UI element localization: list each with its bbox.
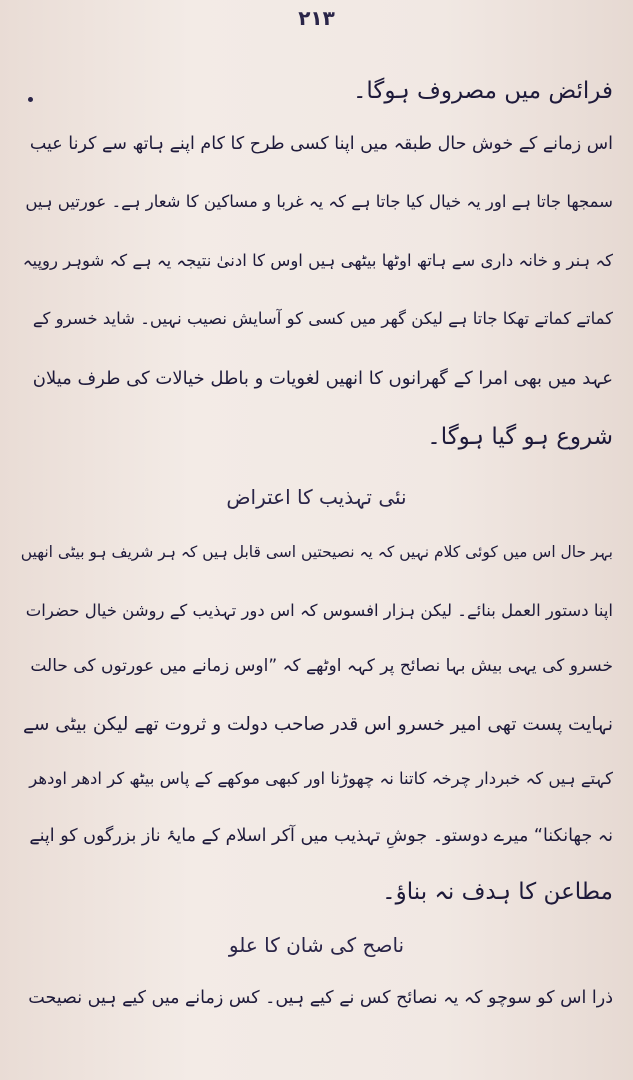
text-line: نہ جھانکنا“ میرے دوستو۔ جوشِ تہذیب میں آکر اسلام کے مایۂ ناز بزرگوں کو اپنے	[29, 826, 613, 846]
text-line: ذرا اس کو سوچو کہ یہ نصائح کس نے کیے ہیں۔ کس زمانے میں کیے ہیں نصیحت	[28, 988, 613, 1008]
text-line: مطاعن کا ہدف نہ بناؤ۔	[382, 879, 613, 905]
text-line: اس زمانے کے خوش حال طبقہ میں اپنا کسی طرح کا کام اپنے ہاتھ سے کرنا عیب	[29, 134, 613, 154]
text-line: شروع ہو گیا ہوگا۔	[427, 424, 613, 450]
section-heading: ناصح کی شان کا علو	[228, 933, 405, 957]
list-marker	[28, 97, 33, 102]
text-line: عہد میں بھی امرا کے گھرانوں کا انھیں لغویات و باطل خیالات کی طرف میلان	[32, 368, 613, 389]
section-heading: نئی تہذیب کا اعتراض	[226, 485, 407, 509]
text-line: کہ ہنر و خانہ داری سے ہاتھ اوٹھا بیٹھی ہیں اوس کا ادنیٰ نتیجہ یہ ہے کہ شوہر روپیہ	[22, 251, 613, 270]
text-line: کماتے کماتے تھکا جاتا ہے لیکن گھر میں کسی کو آسایش نصیب نہیں۔ شاید خسرو کے	[32, 309, 613, 328]
text-line: فرائض میں مصروف ہوگا۔	[352, 78, 613, 104]
text-line: اپنا دستور العمل بنائے۔ لیکن ہزار افسوس کہ اس دور تہذیب کے روشن خیال حضرات	[25, 601, 613, 620]
page-number: ۲۱۳	[298, 6, 335, 30]
text-line: سمجھا جاتا ہے اور یہ خیال کیا جاتا ہے کہ یہ غربا و مساکین کا شعار ہے۔ عورتیں ہیں	[25, 192, 613, 211]
text-line: خسرو کی یہی بیش بہا نصائح پر کہہ اوٹھے کہ ”اوس زمانے میں عورتوں کی حالت	[30, 656, 613, 676]
text-line: کہتے ہیں کہ خبردار چرخہ کاتنا نہ چھوڑنا اور کبھی موکھے کے پاس بیٹھ کر ادھر اودھر	[29, 769, 613, 788]
text-line: بہر حال اس میں کوئی کلام نہیں کہ یہ نصیحتیں اسی قابل ہیں کہ ہر شریف ہو بیٹی انھیں	[20, 543, 613, 561]
text-line: نہایت پست تھی امیر خسرو اس قدر صاحب دولت و ثروت تھے لیکن بیٹی سے	[23, 714, 613, 735]
